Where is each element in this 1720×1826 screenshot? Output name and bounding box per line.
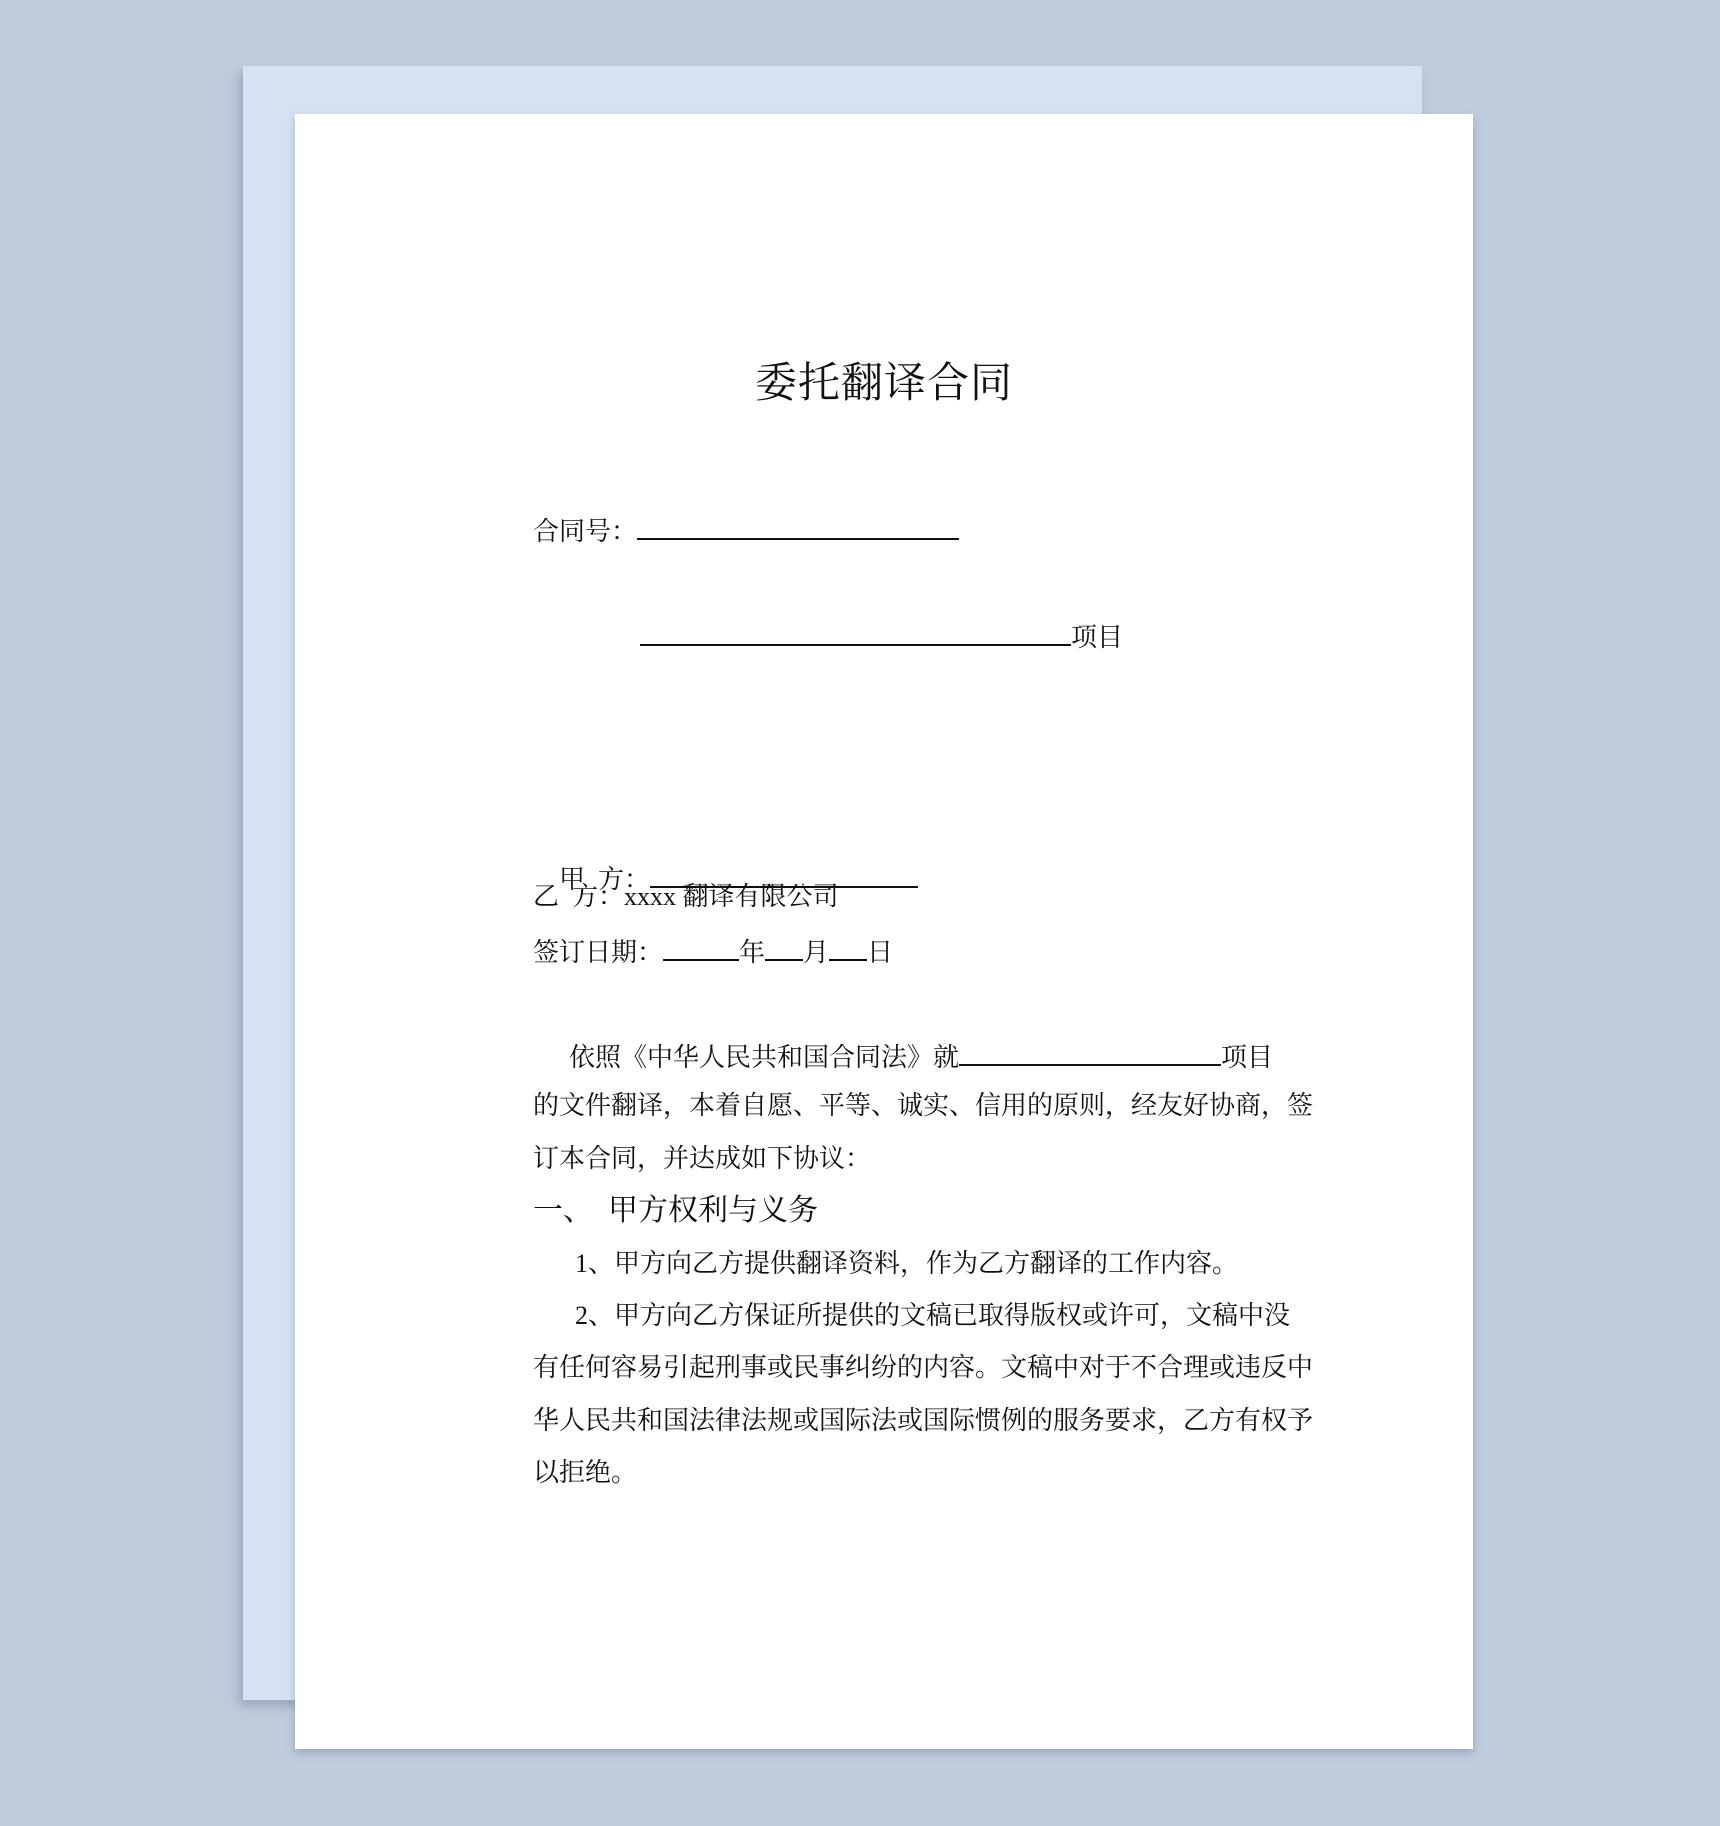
section-1-item-2-line-3: 华人民共和国法律法规或国际法或国际惯例的服务要求，乙方有权予 [533, 1406, 1314, 1435]
month-label: 月 [803, 938, 830, 967]
year-blank[interactable] [663, 933, 739, 961]
party-a-row [533, 828, 918, 928]
preamble-project-suffix: 项目 [1221, 1043, 1274, 1072]
sign-date-label: 签订日期： [533, 938, 664, 967]
document-page [295, 114, 1473, 1749]
party-a-label: 甲 方： [559, 865, 651, 894]
preamble-line-2: 的文件翻译，本着自愿、平等、诚实、信用的原则，经友好协商，签 [533, 1091, 1314, 1120]
preamble-line-3: 订本合同，并达成如下协议： [533, 1144, 872, 1173]
preamble-line-1 [569, 1038, 1273, 1074]
preamble-text: 依照《中华人民共和国合同法》就 [569, 1043, 960, 1072]
project-row [640, 618, 1123, 654]
project-name-blank[interactable] [640, 618, 1071, 646]
party-b-value: xxxx 翻译有限公司 [624, 882, 839, 911]
party-b-row [533, 881, 839, 913]
contract-number-row [533, 512, 959, 548]
contract-number-blank[interactable] [637, 512, 959, 540]
day-blank[interactable] [829, 933, 867, 961]
day-label: 日 [867, 938, 894, 967]
party-b-label: 乙 方： [533, 882, 625, 911]
section-1-item-2-line-4: 以拒绝。 [533, 1458, 638, 1487]
section-1-item-2-line-1: 2、甲方向乙方保证所提供的文稿已取得版权或许可，文稿中没 [575, 1301, 1291, 1330]
document-title: 委托翻译合同 [754, 361, 1013, 407]
section-1-item-1: 1、甲方向乙方提供翻译资料，作为乙方翻译的工作内容。 [575, 1249, 1239, 1278]
contract-number-label: 合同号： [533, 517, 638, 546]
year-label: 年 [739, 938, 766, 967]
section-1-heading: 一、 甲方权利与义务 [533, 1194, 818, 1227]
month-blank[interactable] [765, 933, 803, 961]
section-1-item-2-line-2: 有任何容易引起刑事或民事纠纷的内容。文稿中对于不合理或违反中 [533, 1353, 1314, 1382]
sign-date-row [533, 933, 893, 969]
preamble-project-blank[interactable] [959, 1038, 1221, 1066]
project-suffix: 项目 [1071, 623, 1124, 652]
